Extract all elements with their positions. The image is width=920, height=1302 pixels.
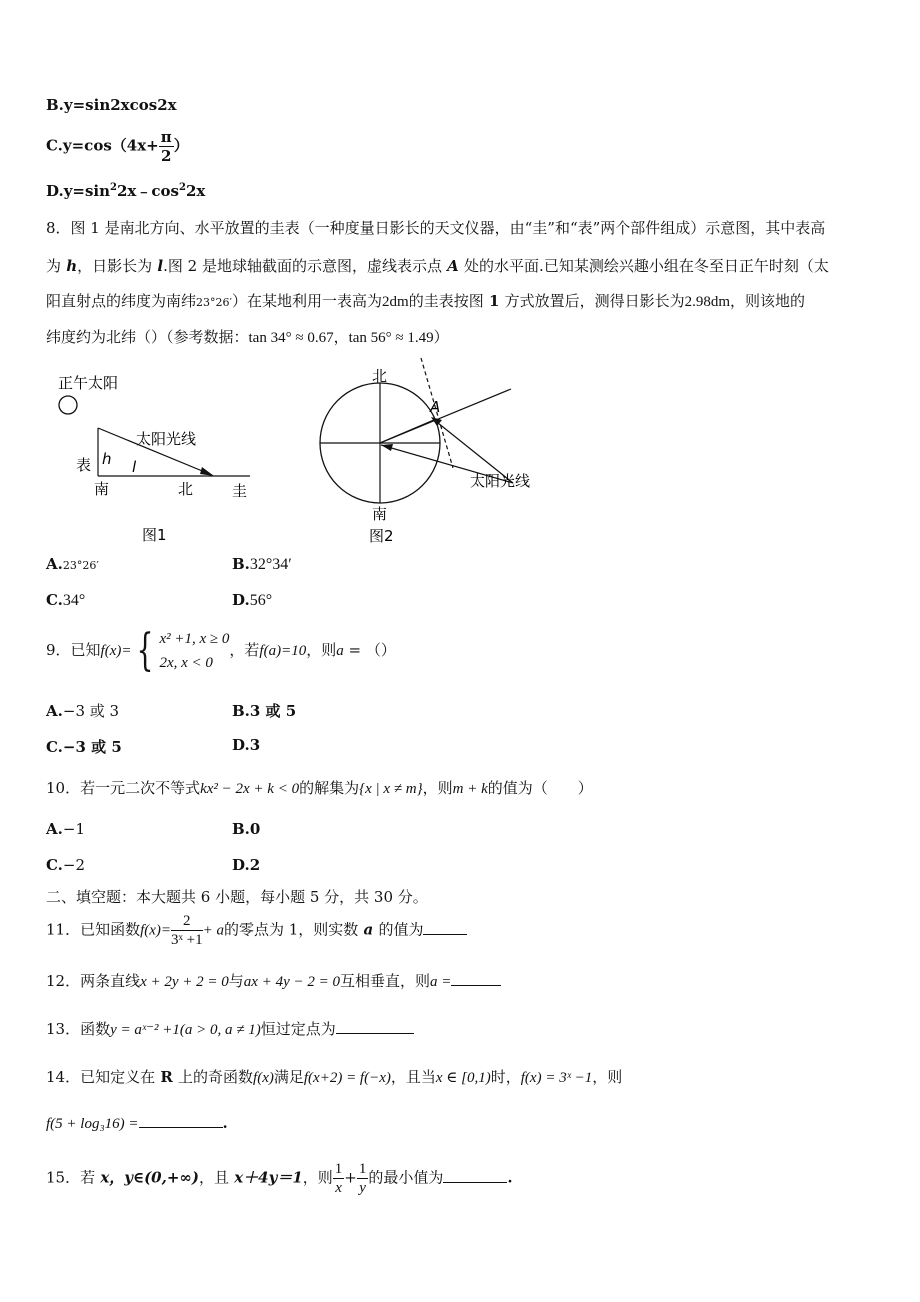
fig1-h-label: h bbox=[102, 450, 112, 468]
q10-option-c: C.−2 bbox=[46, 856, 86, 874]
q10-option-b: B.0 bbox=[232, 820, 261, 838]
fig2-south-label: 南 bbox=[372, 505, 388, 523]
q15-stem: 15．若 x，y∈(0,+∞)，且 x＋4y＝1，则 $\frac{1}{x}$ + $\frac{1}{y}$ 的最小值为 . bbox=[46, 1161, 513, 1196]
figure-2-earth-section bbox=[305, 355, 565, 550]
q11-answer-blank[interactable] bbox=[423, 922, 467, 935]
q7-option-d: $D.y=\sin^22x﹣\cos^22x$ bbox=[46, 182, 206, 200]
q10-option-d: D.2 bbox=[232, 856, 261, 874]
figure-1-gui-biao bbox=[46, 368, 276, 548]
fig1-south-label: 南 bbox=[94, 480, 110, 498]
q14-answer-blank[interactable] bbox=[139, 1115, 223, 1128]
q13-stem: 13．函数y = aˣ⁻² +1(a > 0, a ≠ 1)恒过定点为 bbox=[46, 1018, 414, 1039]
q8-line4: 纬度约为北纬（）（参考数据：tan 34° ≈ 0.67，tan 56° ≈ 1.49） bbox=[46, 328, 449, 346]
fig1-north-label: 北 bbox=[178, 480, 194, 498]
q9-stem: 9．已知f(x)= { x² +1, x ≥ 0 2x, x < 0 ，若f(a)=10，则a = （） bbox=[46, 625, 396, 676]
fig1-sun-label: 正午太阳 bbox=[58, 374, 119, 392]
fig1-ray-label: 太阳光线 bbox=[136, 430, 197, 448]
q8-option-c: C.34° bbox=[46, 591, 86, 609]
q8-line2: 为 h，日影长为 l.图 2 是地球轴截面的示意图，虚线表示点 A 处的水平面.已知某测绘兴趣小组在冬至日正午时刻（太 bbox=[46, 257, 829, 275]
fig2-ray-arrow-center bbox=[381, 444, 393, 451]
q12-answer-blank[interactable] bbox=[451, 973, 501, 986]
q10-option-a: A.−1 bbox=[46, 820, 85, 838]
fig1-biao-label: 表 bbox=[76, 456, 92, 474]
q10-stem: 10．若一元二次不等式kx² − 2x + k < 0的解集为{x | x ≠ m}，则m + k的值为（ ） bbox=[46, 779, 593, 797]
q14-line2: f(5 + log₃16) = . bbox=[46, 1114, 228, 1132]
fig2-upper-line bbox=[380, 389, 511, 443]
fig2-ray-label: 太阳光线 bbox=[470, 472, 531, 490]
fig1-caption: 图1 bbox=[142, 526, 167, 544]
fig2-a-label: A bbox=[430, 398, 441, 416]
q9-option-b: B.3 或 5 bbox=[232, 702, 297, 720]
fig1-l-label: l bbox=[132, 458, 137, 476]
q8-option-a: A.23°26′ bbox=[46, 555, 99, 573]
fig1-gui-label: 圭 bbox=[232, 482, 248, 500]
q13-answer-blank[interactable] bbox=[336, 1021, 414, 1034]
q12-stem: 12．两条直线x + 2y + 2 = 0与ax + 4y − 2 = 0互相垂直，则a = bbox=[46, 970, 501, 991]
fig2-caption: 图2 bbox=[369, 527, 394, 545]
q8-option-d: D.56° bbox=[232, 591, 273, 609]
q8-line1: 8．图 1 是南北方向、水平放置的圭表（一种度量日影长的天文仪器，由“圭”和“表”两个部件组成）示意图，其中表高 bbox=[46, 219, 826, 237]
q9-option-a: A.−3 或 3 bbox=[46, 702, 120, 720]
q7-option-b: B.y=sin2xcos2x bbox=[46, 96, 177, 114]
q9-option-d: D.3 bbox=[232, 736, 261, 754]
q8-option-b: B.32°34′ bbox=[232, 555, 292, 573]
q14-stem: 14．已知定义在 R 上的奇函数f(x)满足f(x+2) = f(−x)，且当x ∈ [0,1)时，f(x) = 3ˣ −1，则 bbox=[46, 1068, 623, 1086]
fig2-north-label: 北 bbox=[372, 367, 388, 385]
q15-answer-blank[interactable] bbox=[443, 1170, 507, 1183]
q11-stem: 11．已知函数f(x)= $\frac{2}{\text{3ˣ +1}}$ + a的零点为 1，则实数 a 的值为 bbox=[46, 912, 467, 949]
q8-line3: 阳直射点的纬度为南纬23°26′）在某地利用一表高为2dm的圭表按图 1 方式放置后，测得日影长为2.98dm，则该地的 bbox=[46, 292, 806, 310]
sun-icon bbox=[59, 396, 77, 414]
q7-option-c: C.y=cos（4x+ $\frac{\pi}{2}$ ） bbox=[46, 128, 189, 165]
q9-option-c: C.−3 或 5 bbox=[46, 738, 122, 756]
section-2-heading: 二、填空题：本大题共 6 小题，每小题 5 分，共 30 分。 bbox=[46, 888, 428, 906]
fig1-ray-arrow bbox=[200, 467, 214, 476]
